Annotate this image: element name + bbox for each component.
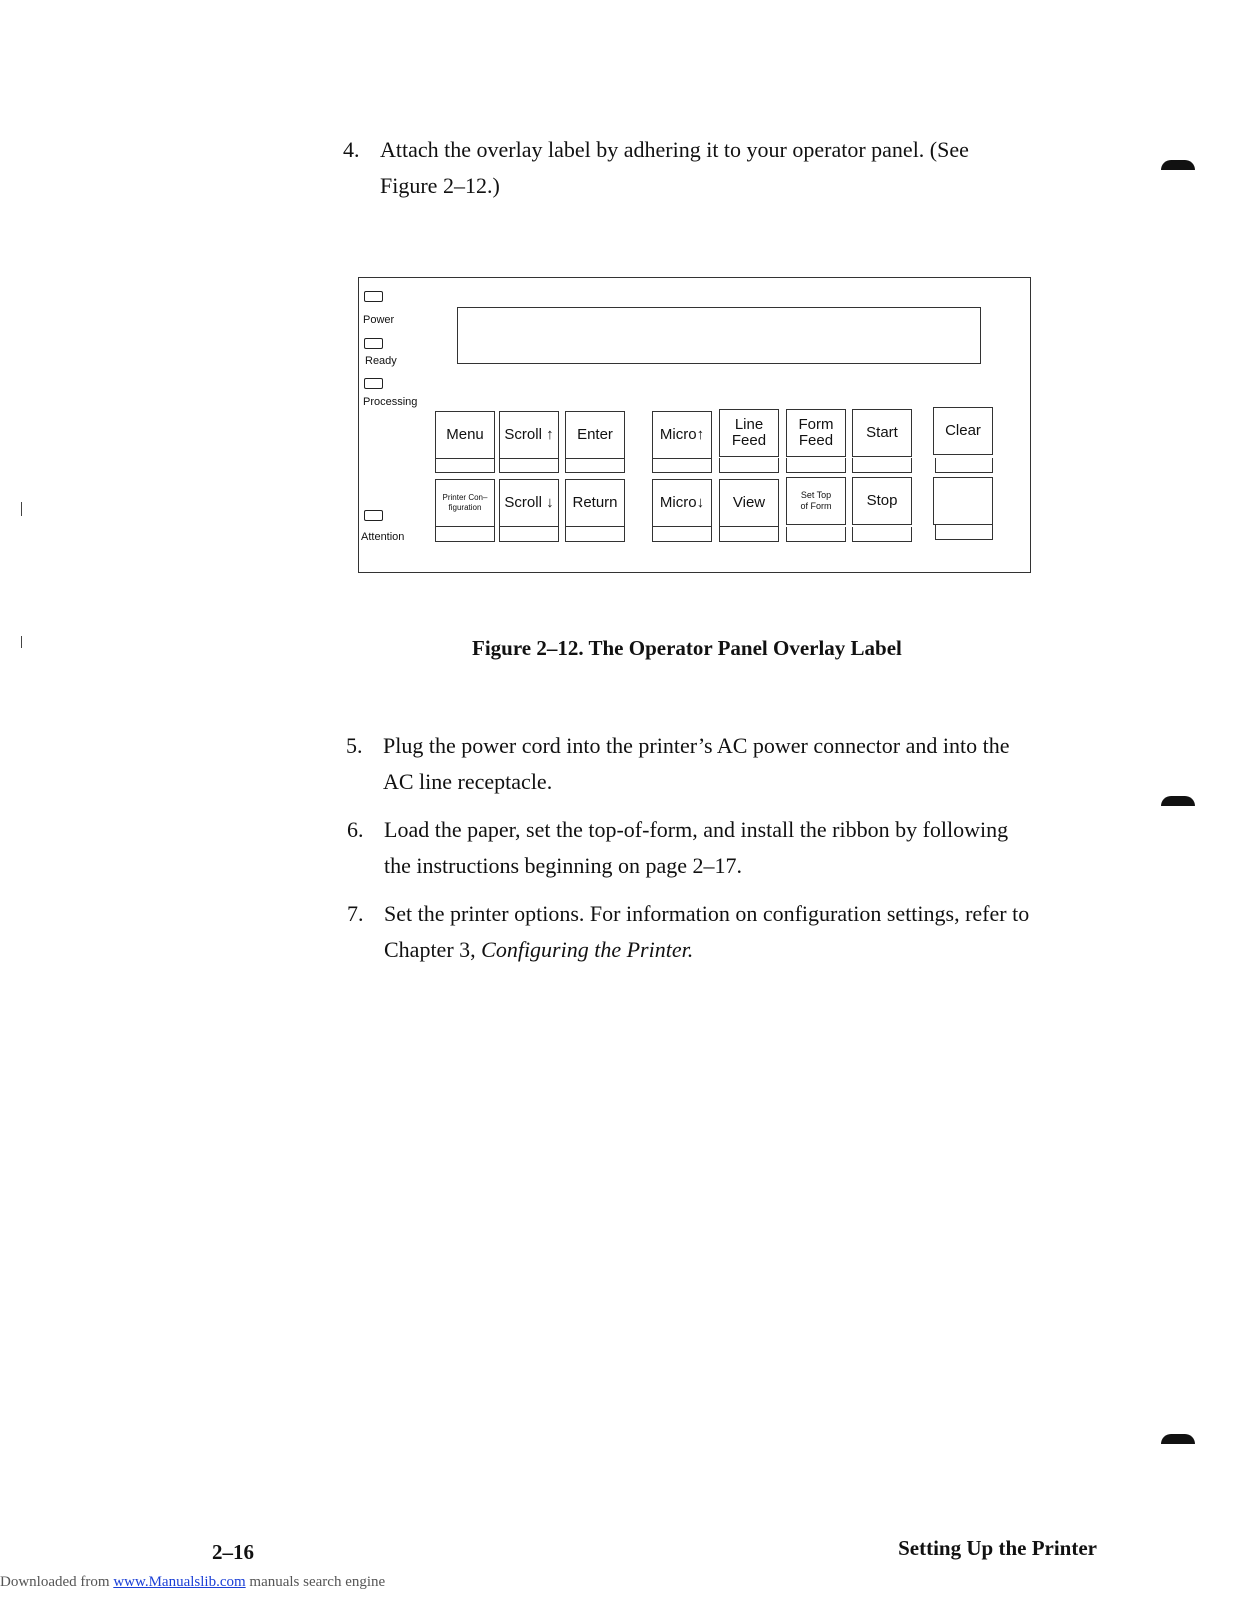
key-tab: [852, 458, 912, 473]
manualslib-link[interactable]: www.Manualslib.com: [113, 1574, 246, 1590]
step-text-line: the instructions beginning on page 2–17.: [384, 853, 743, 878]
stop-key: Stop: [852, 477, 912, 525]
attention-led-label: Attention: [361, 531, 405, 543]
step-text-line: AC line receptacle.: [383, 769, 553, 794]
key-tab: [935, 458, 993, 473]
step-number: 4.: [343, 137, 360, 162]
edge-mark-icon: [1161, 1434, 1195, 1444]
clear-key: Clear: [933, 407, 993, 455]
micro-up-key: Micro↑: [652, 411, 712, 459]
ready-led-icon: [364, 338, 383, 349]
ready-led-label: Ready: [365, 355, 397, 367]
key-tab: [565, 527, 625, 542]
section-title: Setting Up the Printer: [898, 1536, 1097, 1560]
step-text-line: Chapter 3, Configuring the Printer.: [384, 937, 694, 962]
scroll-down-key: Scroll ↓: [499, 479, 559, 527]
key-tab: [499, 527, 559, 542]
processing-led-label: Processing: [363, 396, 418, 408]
lcd-display: [457, 307, 981, 364]
attention-led-icon: [364, 510, 383, 521]
step-number: 6.: [347, 817, 364, 842]
start-key: Start: [852, 409, 912, 457]
edge-mark-icon: [1161, 796, 1195, 806]
key-tab: [935, 525, 993, 540]
chapter-title: Configuring the Printer.: [481, 937, 694, 962]
key-tab: [719, 527, 779, 542]
key-tab: [435, 527, 495, 542]
set-top-of-form-key: Set Top of Form: [786, 477, 846, 525]
power-led-icon: [364, 291, 383, 302]
key-tab: [652, 458, 712, 473]
step-text-line: Attach the overlay label by adhering it to your operator panel. (See: [380, 137, 969, 162]
figure-caption: Figure 2–12. The Operator Panel Overlay Label: [472, 636, 902, 660]
edge-mark-icon: [1161, 160, 1195, 170]
key-tab: [565, 458, 625, 473]
line-feed-key: Line Feed: [719, 409, 779, 457]
step-text-line: Plug the power cord into the printer’s AC power connector and into the: [383, 733, 1010, 758]
blank-key: [933, 477, 993, 525]
footer-suffix: manuals search engine: [245, 1574, 386, 1590]
operator-panel-figure: [358, 277, 1031, 573]
key-tab: [499, 458, 559, 473]
scan-mark: [21, 636, 22, 648]
menu-key: Menu: [435, 411, 495, 459]
printer-configuration-key: Printer Con– figuration: [435, 479, 495, 527]
step-text-line: Figure 2–12.): [380, 173, 500, 198]
scan-mark: [21, 502, 22, 516]
view-key: View: [719, 479, 779, 527]
step-text-line: Set the printer options. For information on configuration settings, refer to: [384, 901, 1030, 926]
download-footer: [0, 1574, 385, 1591]
key-tab: [719, 458, 779, 473]
step-text-line: Load the paper, set the top-of-form, and install the ribbon by following: [384, 817, 1009, 842]
scroll-up-key: Scroll ↑: [499, 411, 559, 459]
form-feed-key: Form Feed: [786, 409, 846, 457]
key-tab: [786, 458, 846, 473]
enter-key: Enter: [565, 411, 625, 459]
key-tab: [852, 527, 912, 542]
micro-down-key: Micro↓: [652, 479, 712, 527]
page-number: 2–16: [212, 1540, 254, 1564]
key-tab: [435, 458, 495, 473]
step-number: 7.: [347, 901, 364, 926]
processing-led-icon: [364, 378, 383, 389]
footer-prefix: Downloaded from: [0, 1574, 114, 1590]
key-tab: [786, 527, 846, 542]
key-tab: [652, 527, 712, 542]
step-number: 5.: [346, 733, 363, 758]
return-key: Return: [565, 479, 625, 527]
power-led-label: Power: [363, 314, 395, 326]
